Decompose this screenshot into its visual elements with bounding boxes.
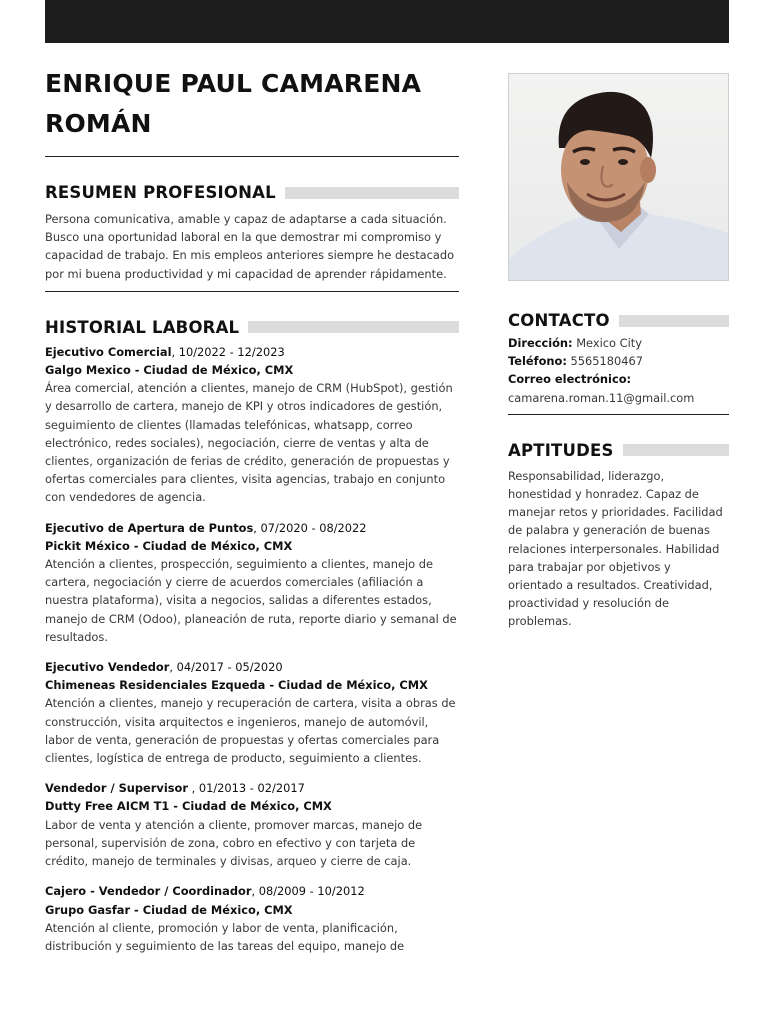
- address-label: Dirección:: [508, 336, 573, 350]
- main-column: [45, 64, 459, 955]
- contact-heading: [508, 311, 729, 330]
- history-heading: [45, 318, 459, 337]
- name-line-1: ENRIQUE PAUL CAMARENA: [45, 69, 422, 98]
- job-company: Pickit México - Ciudad de México, CMX: [45, 538, 293, 553]
- summary-title: RESUMEN PROFESIONAL: [45, 183, 276, 202]
- job-company: Dutty Free AICM T1 - Ciudad de México, CMX: [45, 799, 332, 814]
- job-description: Labor de venta y atención a cliente, promover marcas, manejo de personal, supervisión de zona, cobro en efectivo y con tarjeta de crédito, manejo de terminales y divisas, arqueo y cierre de caja.: [45, 817, 423, 869]
- skills-heading: [508, 441, 729, 460]
- summary-divider: [45, 291, 459, 292]
- summary-text: Persona comunicativa, amable y capaz de adaptarse a cada situación. Busco una oportunidad laboral en la que demostrar mi compromiso y capacidad de trabajo. En mis empleos anteriores siempre he destacado por mi buena productividad y mi capacidad de aprender rápidamente.: [45, 212, 455, 281]
- job-company: Grupo Gasfar - Ciudad de México, CMX: [45, 902, 293, 917]
- summary-heading: [45, 183, 459, 202]
- address-line: [508, 334, 729, 352]
- job-title: Ejecutivo Comercial: [45, 344, 172, 359]
- job-title: Vendedor / Supervisor: [45, 781, 188, 796]
- history-title: HISTORIAL LABORAL: [45, 317, 240, 337]
- job-entry: [45, 343, 459, 507]
- job-entry: [45, 519, 459, 646]
- job-entry: [45, 658, 459, 767]
- heading-bar: [623, 444, 729, 456]
- contact-title: CONTACTO: [508, 311, 610, 330]
- job-title: Ejecutivo de Apertura de Puntos: [45, 520, 254, 535]
- job-dates: , 08/2009 - 10/2012: [251, 884, 365, 899]
- phone-label: Teléfono:: [508, 354, 567, 369]
- job-dates: , 04/2017 - 05/2020: [169, 660, 283, 675]
- job-title: Cajero - Vendedor / Coordinador: [45, 884, 252, 899]
- phone-value: 5565180467: [566, 354, 643, 369]
- job-entry: [45, 779, 459, 870]
- job-title-line: [45, 779, 459, 797]
- heading-bar: [285, 187, 459, 199]
- heading-bar: [619, 315, 729, 327]
- job-dates: , 01/2013 - 02/2017: [187, 781, 305, 796]
- phone-line: [508, 352, 729, 370]
- email-label-line: [508, 370, 729, 388]
- side-column: [508, 73, 729, 631]
- candidate-name: [45, 64, 459, 144]
- contact-details: [508, 334, 729, 407]
- job-description: Atención a clientes, prospección, seguimiento a clientes, manejo de cartera, negociación y cierre de acuerdos comerciales (afiliación a nuestra plataforma), visita a negocios, salidas a diferentes estados, manejo de CRM (Odoo), planeación de ruta, reporte diario y semanal de resultados.: [45, 557, 457, 644]
- job-description: Área comercial, atención a clientes, manejo de CRM (HubSpot), gestión y desarrollo de cartera, manejo de KPI y otros indicadores de gestión, seguimiento de clientes (llamadas telefónicas, whatsapp, correo electrónico, redes sociales), negociación, cierre de ventas y alta de clientes, organización de ferias de crédito, generación de propuestas y ofertas comerciales para clientes, visita agencias, trabajo en conjunto con vendedores de agencia.: [45, 381, 453, 505]
- skills-title: APTITUDES: [508, 440, 614, 460]
- skills-text: Responsabilidad, liderazgo, honestidad y honradez. Capaz de manejar retos y prioridades. Facilidad de palabra y generación de buenas relaciones interpersonales. Habilidad para trabajar por objetivos y orientado a resultados. Creatividad, proactividad y resolución de problemas.: [508, 468, 723, 629]
- email-value[interactable]: camarena.roman.11@gmail.com: [508, 390, 695, 405]
- portrait-illustration: [509, 74, 729, 281]
- job-title-line: [45, 519, 459, 537]
- job-title-line: [45, 343, 459, 361]
- job-description: Atención a clientes, manejo y recuperación de cartera, visita a obras de construcción, visita arquitectos e ingenieros, manejo de automóvil, labor de venta, generación de propuestas y ofertas comerciales para clientes, logística de entrega de producto, seguimiento a clientes.: [45, 696, 456, 766]
- job-company: Chimeneas Residenciales Ezqueda - Ciudad de México, CMX: [45, 678, 428, 693]
- job-entry: [45, 882, 459, 955]
- job-dates: , 07/2020 - 08/2022: [253, 520, 367, 535]
- job-title: Ejecutivo Vendedor: [45, 660, 170, 675]
- email-label: Correo electrónico:: [508, 372, 632, 387]
- job-title-line: [45, 658, 459, 676]
- job-title-line: [45, 882, 459, 900]
- header-bar: [45, 0, 729, 43]
- name-divider: [45, 156, 459, 157]
- contact-divider: [508, 414, 729, 415]
- address-value: Mexico City: [572, 336, 642, 350]
- job-company: Galgo Mexico - Ciudad de México, CMX: [45, 363, 294, 378]
- profile-photo: [508, 73, 729, 281]
- job-description: Atención al cliente, promoción y labor de venta, planificación, distribución y seguimiento de las tareas del equipo, manejo de: [45, 920, 405, 953]
- job-dates: , 10/2022 - 12/2023: [171, 344, 285, 359]
- name-line-2: ROMÁN: [45, 109, 152, 138]
- heading-bar: [248, 321, 459, 333]
